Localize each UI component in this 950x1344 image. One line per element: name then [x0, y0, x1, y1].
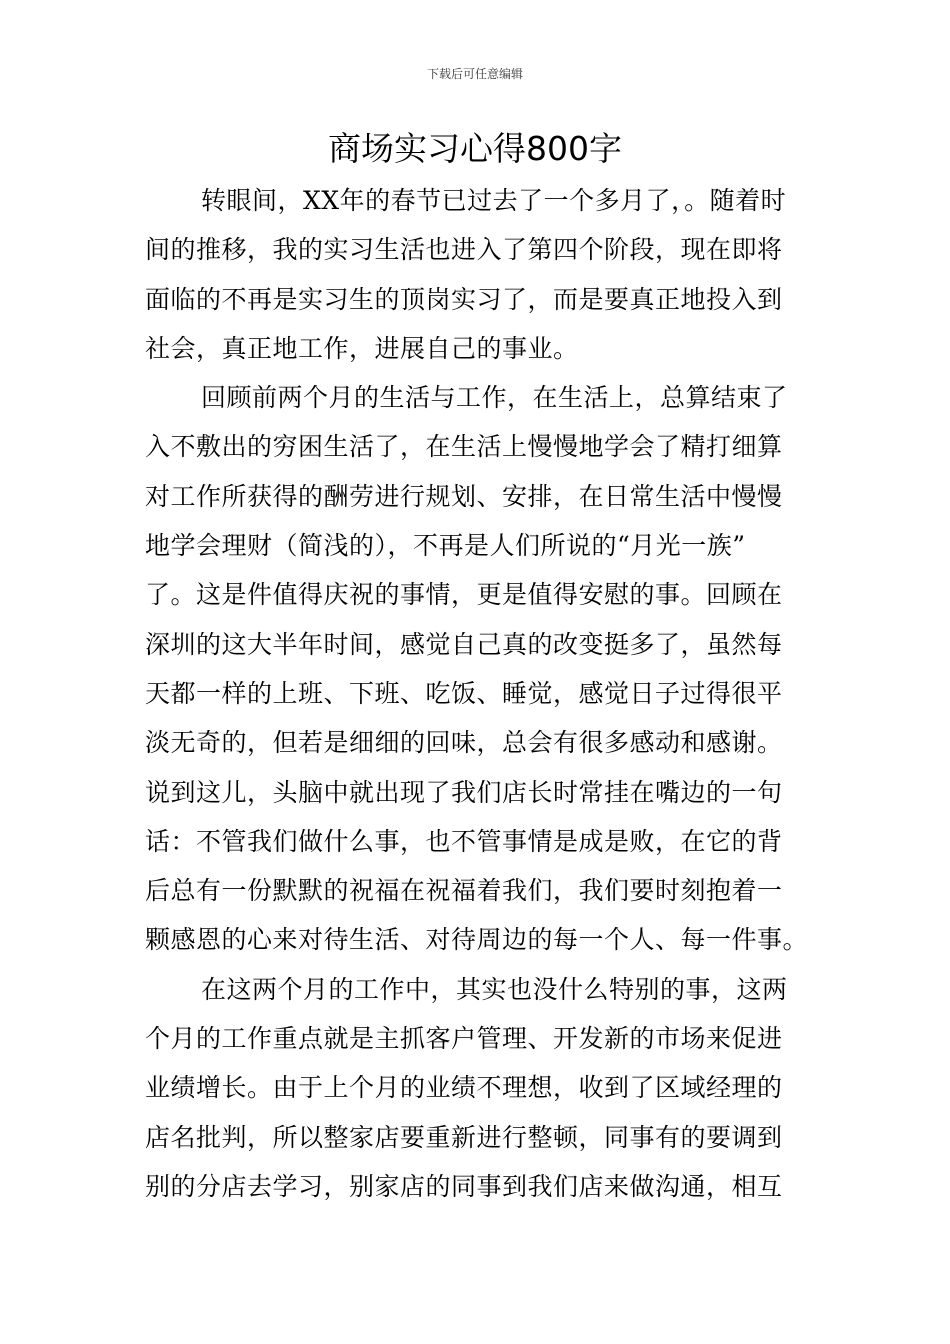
document-title: 商场实习心得800字	[328, 129, 622, 168]
paragraph-line: 在这两个月的工作中，其实也没什么特别的事，这两	[201, 974, 788, 1004]
paragraph-line: 个月的工作重点就是主抓客户管理、开发新的市场来促进	[145, 1024, 783, 1054]
paragraph-1	[145, 176, 807, 373]
paragraph-line: 了。这是件值得庆祝的事情，更是值得安慰的事。回顾在	[145, 580, 783, 610]
paragraph-line: 店名批判，所以整家店要重新进行整顿，同事有的要调到	[145, 1122, 783, 1152]
paragraph-line: 入不敷出的穷困生活了，在生活上慢慢地学会了精打细算	[145, 432, 783, 462]
paragraph-line: 转眼间，XX年的春节已过去了一个多月了，。随着时	[201, 186, 787, 215]
paragraph-3	[145, 965, 807, 1211]
paragraph-line: 天都一样的上班、下班、吃饭、睡觉，感觉日子过得很平	[145, 678, 783, 708]
paragraph-2	[145, 373, 807, 965]
paragraph-line: 说到这儿，头脑中就出现了我们店长时常挂在嘴边的一句	[145, 777, 783, 807]
paragraph-line: 地学会理财（简浅的），不再是人们所说的“月光一族”	[145, 531, 746, 561]
paragraph-line: 回顾前两个月的生活与工作，在生活上，总算结束了	[201, 383, 788, 413]
paragraph-line: 社会，真正地工作，进展自己的事业。	[145, 333, 579, 363]
paragraph-line: 颗感恩的心来对待生活、对待周边的每一个人、每一件事。	[145, 925, 809, 955]
paragraph-line: 间的推移，我的实习生活也进入了第四个阶段，现在即将	[145, 235, 783, 265]
document-body	[145, 176, 807, 1211]
paragraph-line: 淡无奇的，但若是细细的回味，总会有很多感动和感谢。	[145, 728, 783, 758]
paragraph-line: 话：不管我们做什么事，也不管事情是成是败，在它的背	[145, 826, 783, 856]
paragraph-line: 对工作所获得的酬劳进行规划、安排，在日常生活中慢慢	[145, 481, 783, 511]
paragraph-line: 业绩增长。由于上个月的业绩不理想，收到了区域经理的	[145, 1073, 783, 1103]
paragraph-line: 后总有一份默默的祝福在祝福着我们，我们要时刻抱着一	[145, 876, 783, 906]
paragraph-line: 深圳的这大半年时间，感觉自己真的改变挺多了，虽然每	[145, 629, 783, 659]
paragraph-line: 面临的不再是实习生的顶岗实习了，而是要真正地投入到	[145, 284, 783, 314]
header-note: 下载后可任意编辑	[426, 67, 523, 81]
paragraph-line: 别的分店去学习，别家店的同事到我们店来做沟通，相互	[145, 1171, 783, 1201]
